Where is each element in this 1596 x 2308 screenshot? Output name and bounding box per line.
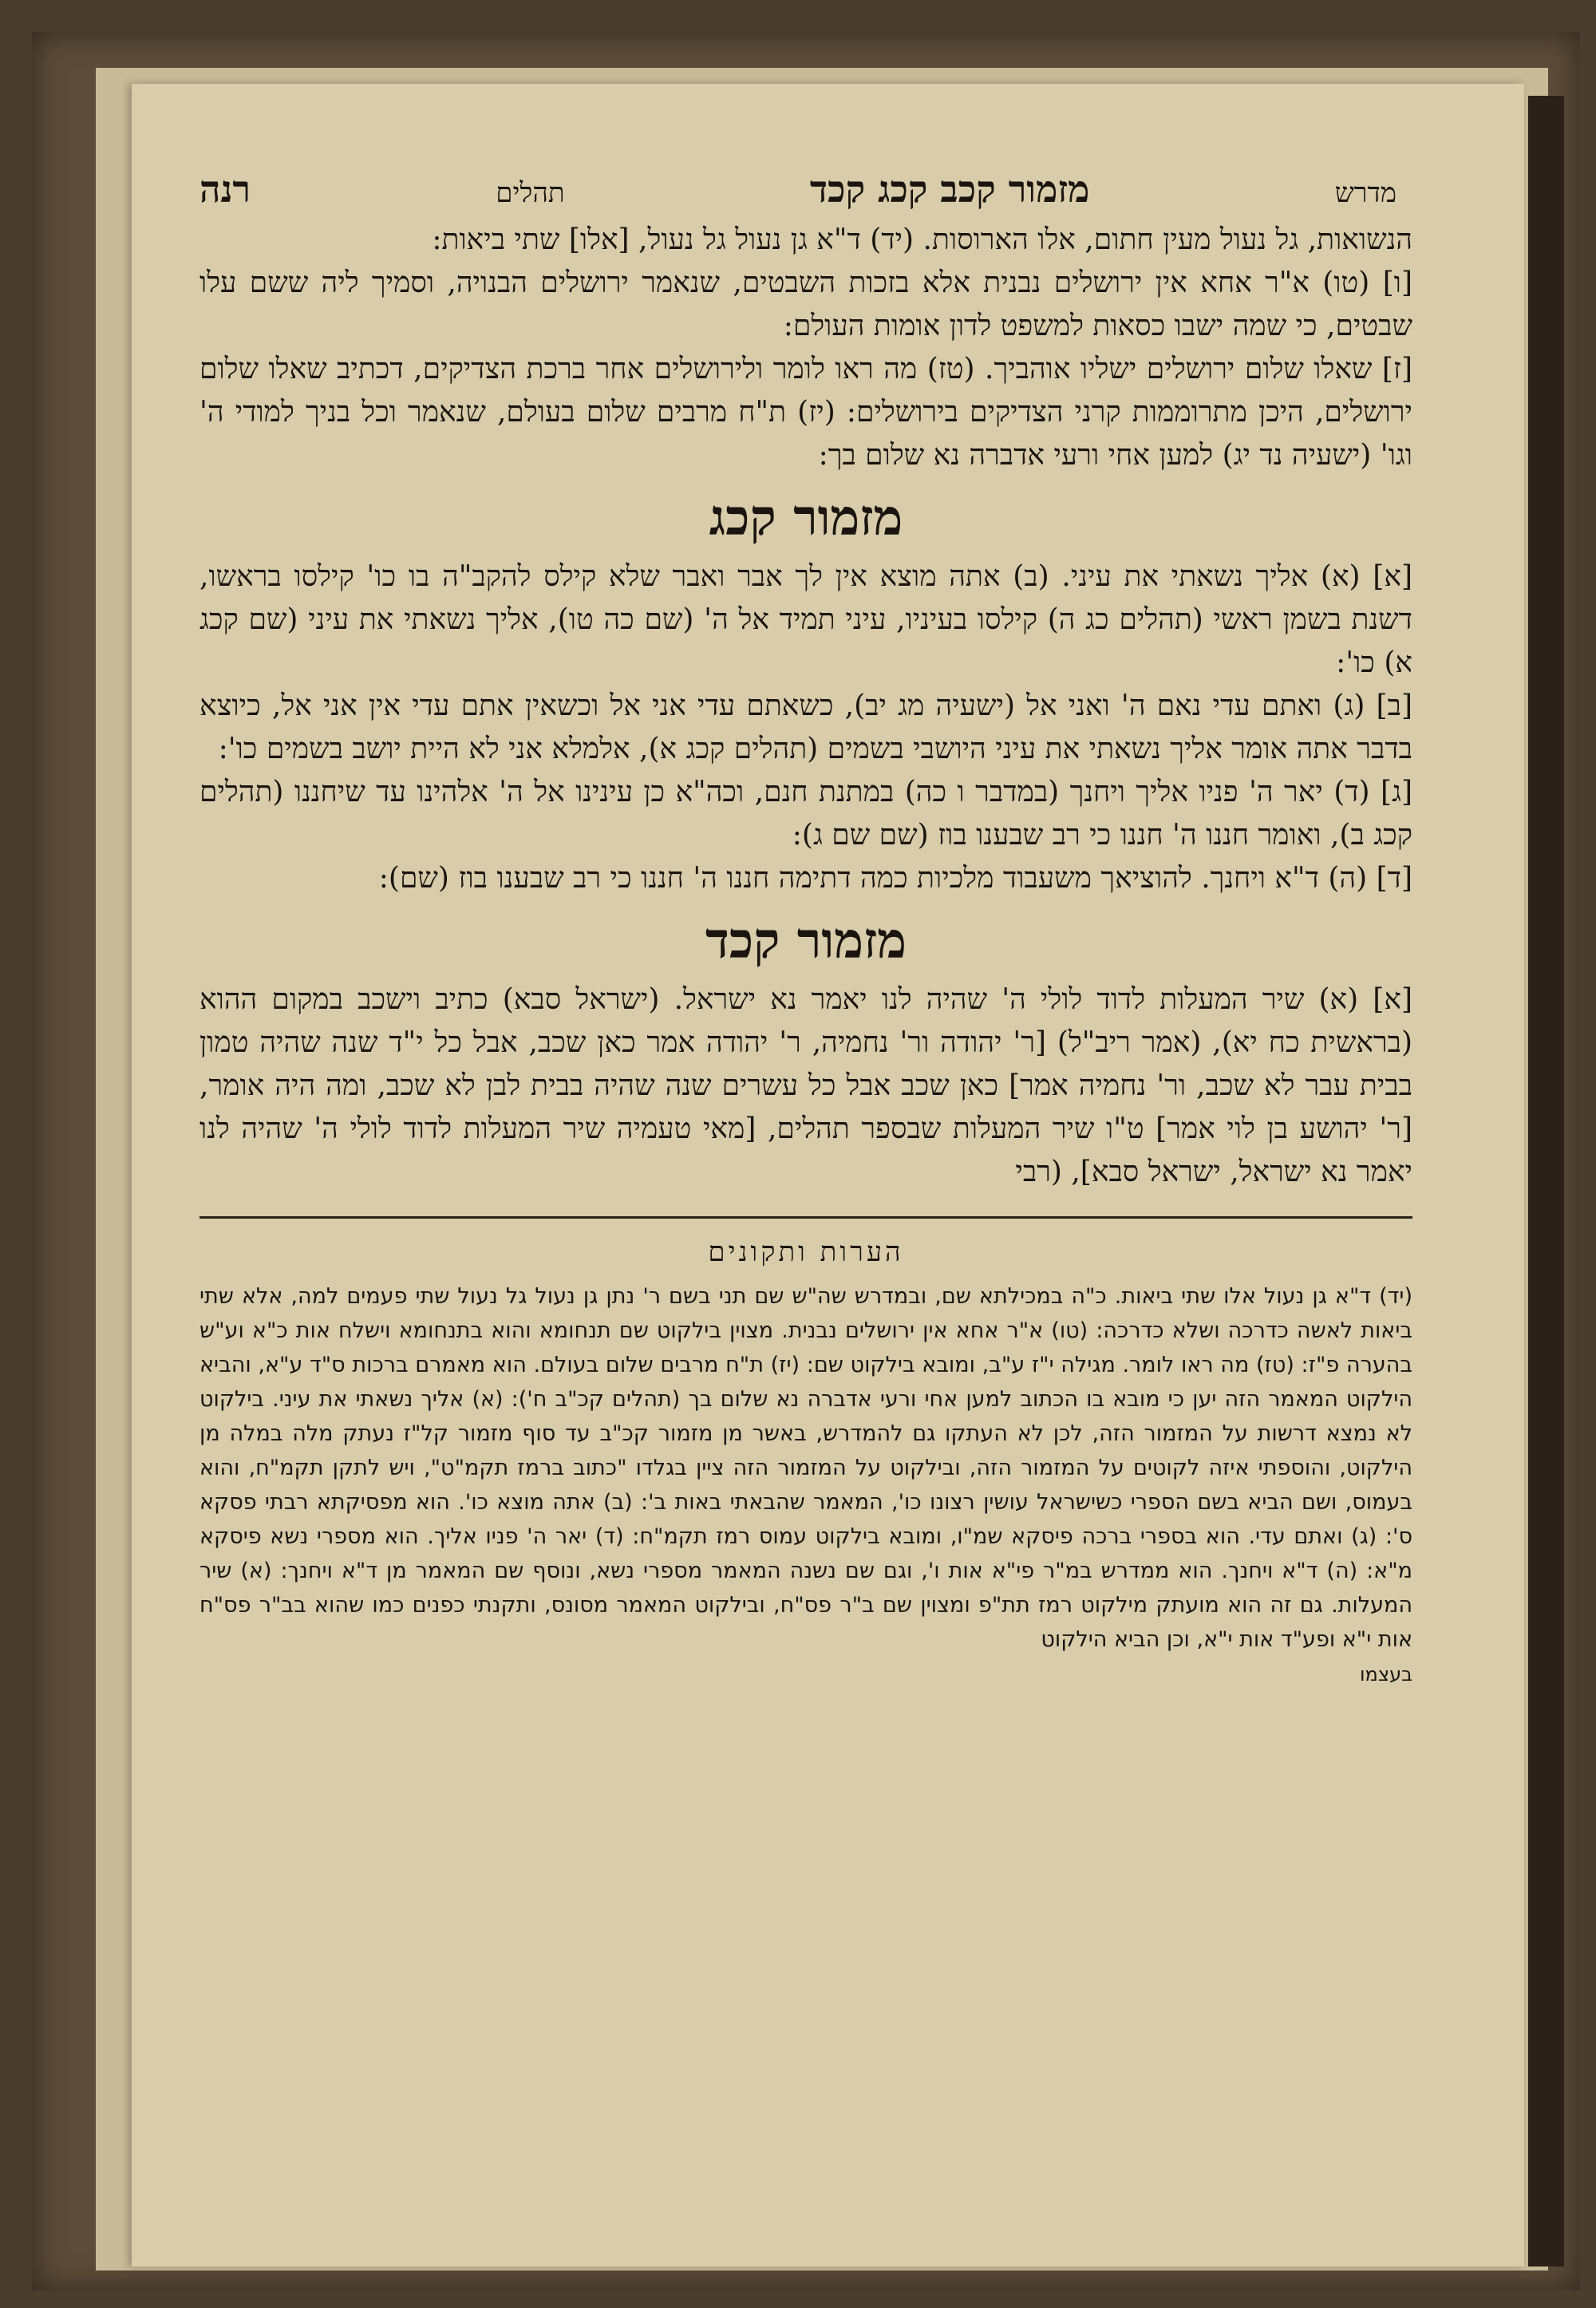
book-gutter <box>1528 96 1564 2267</box>
header-psalm-numbers: מזמור קכב קכג קכד <box>809 168 1090 211</box>
notes-divider <box>200 1216 1412 1219</box>
paragraph: [ג] (ד) יאר ה' פניו אליך ויחנך (במדבר ו כה) במתנת חנם, וכה"א כן עינינו אל ה' אלהינו עד שיחננו (תהלים קכג ב), ואומר חננו ה' חננו כי רב שבענו בוז (שם שם ג): <box>200 776 1412 852</box>
notes-body: (יד) ד"א גן נעול אלו שתי ביאות. כ"ה במכילתא שם, ובמדרש שה"ש שם תני בשם ר' נתן גן נעול גל נעול שתי פעמים למה, אלא שתי ביאות לאשה כדרכה ושלא כדרכה: (טו) א"ר אחא אין ירושלים נבנית. מצוין בילקוט שם תנחומא והוא בתנחומא וישלח אות כ"א וע"ש בהערה פ"ז: (טז) מה ראו לומר. מגילה י"ז ע"ב, ומובא בילקוט שם: (יז) ת"ח מרבים שלום בעולם. הוא מאמרם ברכות ס"ד ע"א, והביא הילקוט המאמר הזה יען כי מובא בו הכתוב למען אחי ורעי אדברה נא שלום בך (תהלים קכ"ב ח'): (א) אליך נשאתי את עיני. בילקוט לא נמצא דרשות על המזמור הזה, לכן לא העתקו גם להמדרש, באשר מן מזמור קכ"ב עד סוף מזמור קל"ז נעתק מלה במלה מן הילקוט, והוספתי איזה לקוטים על המזמור הזה, ובילקוט על המזמור הזה ציין בגלדו "כתוב ברמז תקמ"ט", ויש לתקן תקמ"ח, והוא בעמוס, ושם הביא בשם הספרי כשישראל עושין רצונו כו', המאמר שהבאתי באות ב': (ב) אתה מוצא כו'. הוא מפסיקתא רבתי פסקא ס': (ג) ואתם עדי. הוא בספרי ברכה פיסקא שמ"ו, ומובא בילקוט עמוס רמז תקמ"ח: (ד) יאר ה' פניו אליך. הוא מספרי נשא פיסקא מ"א: (ה) ד"א ויחנך. הוא ממדרש במ"ר פי"א אות ו', וגם שם נשנה המאמר מספרי נשא, ונוסף שם המאמר מן ד"א ויחנך: (א) שיר המעלות. גם זה הוא מועתק מילקוט רמז תת"פ ומצוין שם ב"ר פס"ח, ובילקוט המאמר מסונס, ותקנתי כפנים כמו שהוא בב"ר פס"ח אות י"א ופע"ד אות י"א, וכן הביא הילקוט <box>200 1284 1412 1652</box>
psalm-123-title: מזמור קכג <box>709 488 903 547</box>
notes-title: הערות ותקונים <box>708 1236 904 1268</box>
notes-text <box>200 1279 1412 1692</box>
paragraph: [ו] (טו) א"ר אחא אין ירושלים נבנית אלא בזכות השבטים, שנאמר ירושלים הבנויה, וסמיך ליה ששם עלו שבטים, כי שמה ישבו כסאות למשפט לדון אומות העולם: <box>200 267 1412 342</box>
paragraph: [א] (א) אליך נשאתי את עיני. (ב) אתה מוצא אין לך אבר ואבר שלא קילס להקב"ה בו כו' קילסו בראשו, דשנת בשמן ראשי (תהלים כג ה) קילסו בעיניו, עיני תמיד אל ה' (שם כה טו), אליך נשאתי את עיני (שם קכג א) כו': <box>200 560 1412 679</box>
page-content <box>200 168 1412 1692</box>
paragraph: הנשואות, גל נעול מעין חתום, אלו הארוסות. (יד) ד"א גן נעול גל נעול, [אלו] שתי ביאות: <box>432 223 1412 256</box>
psalm-124-title: מזמור קכד <box>705 911 907 970</box>
header-book-label: תהלים <box>496 177 565 209</box>
notes-tail: בעצמו <box>1360 1663 1412 1686</box>
paragraph: [ב] (ג) ואתם עדי נאם ה' ואני אל (ישעיה מג יב), כשאתם עדי אני אל וכשאין אתם עדי אין אני אל, כיוצא בדבר אתה אומר אליך נשאתי את עיני היושבי בשמים (תהלים קכג א), אלמלא אני לא היית יושב בשמים כו': <box>200 690 1412 765</box>
paragraph: [ז] שאלו שלום ירושלים ישליו אוהביך. (טז) מה ראו לומר ולירושלים אחר ברכת הצדיקים, דכתיב שאלו שלום ירושלים, היכן מתרוממות קרני הצדיקים בירושלים: (יז) ת"ח מרבים שלום בעולם, שנאמר וכל בניך למודי ה' וגו' (ישעיה נד יג) למען אחי ורעי אדברה נא שלום בך: <box>200 353 1412 472</box>
paragraph: [ד] (ה) ד"א ויחנך. להוציאך משעבוד מלכיות כמה דתימה חננו ה' חננו כי רב שבענו בוז (שם): <box>378 862 1412 895</box>
header-page-number: רנה <box>200 168 251 211</box>
running-header <box>200 168 1412 219</box>
header-right-label: מדרש <box>1334 177 1396 209</box>
paragraph: [א] (א) שיר המעלות לדוד לולי ה' שהיה לנו יאמר נא ישראל. (ישראל סבא) כתיב וישכב במקום ההוא (בראשית כח יא), (אמר ריב"ל) [ר' יהודה ור' נחמיה, ר' יהודה אמר כאן שכב, אבל כל י"ד שנה שהיה טמון בבית עבר לא שכב, ור' נחמיה אמר] כאן שכב אבל כל עשרים שנה שהיה בבית לבן לא שכב, ומה היה אומר, [ר' יהושע בן לוי אמר] ט"ו שיר המעלות שבספר תהלים, [מאי טעמיה שיר המעלות לדוד לולי ה' שהיה לנו יאמר נא ישראל, ישראל סבא], (רבי <box>200 983 1412 1188</box>
